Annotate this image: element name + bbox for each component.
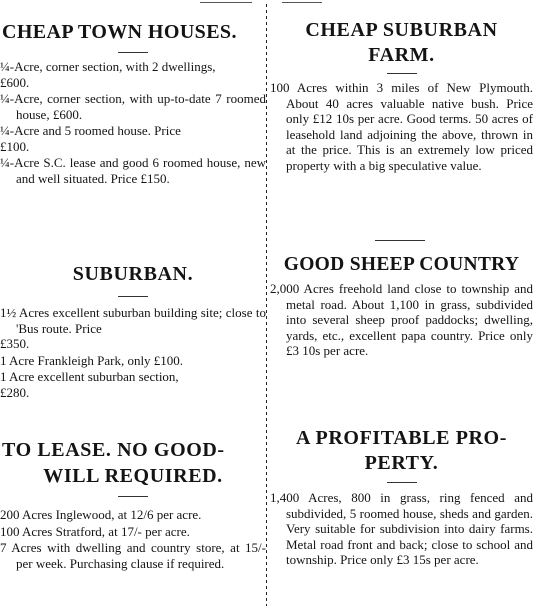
section-profitable-property bbox=[270, 426, 533, 569]
section-heading-line-1: TO LEASE. NO GOOD- bbox=[2, 439, 225, 461]
top-rule-right bbox=[282, 2, 322, 3]
section-heading-line-1: A PROFITABLE PRO- bbox=[296, 427, 507, 449]
listing-item: 7 Acres with dwelling and country store, at 15/- per week. Purchasing clause if required. bbox=[0, 540, 266, 571]
divider-dash bbox=[375, 240, 425, 241]
section-heading: SUBURBAN. bbox=[72, 263, 194, 285]
listing-body: 100 Acres within 3 miles of New Plymouth. About 40 acres valuable native bush. Price only £12 10s per acre. Good terms. 50 acres of leasehold land adjoining the above, thrown in at the price. This is an extremely low priced property with a big speculative value. bbox=[270, 80, 533, 173]
listing-item: ¼-Acre and 5 roomed house. Price £100. bbox=[0, 123, 181, 154]
divider-dash bbox=[118, 496, 148, 497]
listing-item: 1½ Acres excellent suburban building site; close to 'Bus route. Price £350. bbox=[0, 305, 266, 351]
divider-dash bbox=[387, 73, 417, 74]
divider-dash bbox=[118, 296, 148, 297]
listing-item: ¼-Acre S.C. lease and good 6 roomed house, new and well situated. Price £150. bbox=[0, 155, 266, 186]
section-to-lease bbox=[0, 438, 266, 572]
divider-dash bbox=[387, 482, 417, 483]
listing-item: 100 Acres Stratford, at 17/- per acre. bbox=[0, 523, 190, 539]
section-cheap-suburban-farm bbox=[270, 18, 533, 174]
divider-dash bbox=[118, 52, 148, 53]
section-heading-line-2: WILL REQUIRED. bbox=[43, 465, 223, 487]
section-heading-line-1: CHEAP SUBURBAN bbox=[305, 19, 498, 41]
listing-item: ¼-Acre, corner section, with up-to-date 7 roomed house, £600. bbox=[0, 91, 266, 122]
listing-item: 200 Acres Inglewood, at 12/6 per acre. bbox=[0, 507, 202, 522]
section-heading: CHEAP TOWN HOUSES. bbox=[2, 21, 237, 43]
section-heading-line-2: FARM. bbox=[368, 44, 435, 66]
section-heading: GOOD SHEEP COUNTRY bbox=[283, 254, 520, 275]
listing-item: ¼-Acre, corner section, with 2 dwellings, £600. bbox=[0, 59, 216, 90]
column-divider bbox=[266, 4, 267, 606]
listing-item: 1 Acre excellent suburban section, £280. bbox=[0, 369, 179, 400]
section-good-sheep-country bbox=[270, 253, 533, 360]
top-rule bbox=[200, 2, 252, 3]
listing-item: 1 Acre Frankleigh Park, only £100. bbox=[0, 352, 184, 368]
section-suburban bbox=[0, 262, 266, 401]
section-heading-line-2: PERTY. bbox=[364, 452, 439, 474]
listing-body: 1,400 Acres, 800 in grass, ring fenced and subdivided, 5 roomed house, sheds and garden. Very suitable for subdivision into dairy farms. Metal road front and back; close to school and township. Price only £3 15s per acre. bbox=[270, 490, 533, 567]
listing-body: 2,000 Acres freehold land close to township and metal road. About 1,100 in grass, subdivided into several sheep proof paddocks; dwelling, yards, etc., excellent papa country. Price only £3 10s per acre. bbox=[270, 281, 533, 358]
section-cheap-town-houses bbox=[0, 20, 266, 187]
